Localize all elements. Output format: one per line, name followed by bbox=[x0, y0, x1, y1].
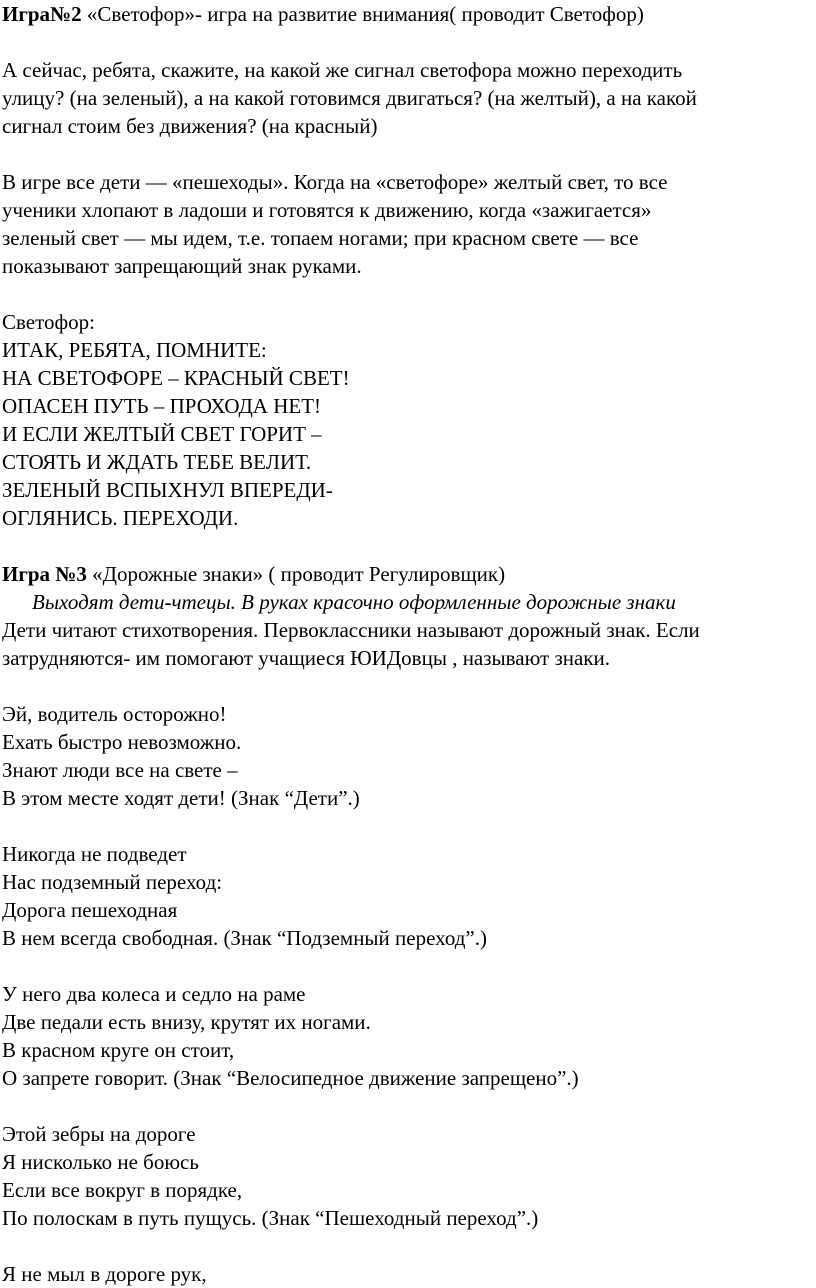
verse-line: О запрете говорит. (Знак “Велосипедное движение запрещено”.) bbox=[2, 1066, 579, 1090]
verse-underground-crossing bbox=[2, 840, 814, 952]
text-line: улицу? (на зеленый), а на какой готовимся двигаться? (на желтый), а на какой bbox=[2, 86, 697, 110]
spacer bbox=[2, 812, 814, 840]
game2-heading bbox=[2, 0, 814, 28]
game3-heading-title: «Дорожные знаки» ( проводит Регулировщик) bbox=[86, 562, 506, 586]
verse-line: Я не мыл в дороге рук, bbox=[2, 1262, 207, 1286]
verse-line: В красном круге он стоит, bbox=[2, 1038, 235, 1062]
game3-stage-direction: Выходят дети-чтецы. В руках красочно оформленные дорожные знаки bbox=[32, 590, 676, 614]
game2-heading-title: «Светофор»- игра на развитие внимания( проводит Светофор) bbox=[81, 2, 644, 26]
verse-first-aid bbox=[2, 1260, 814, 1288]
verse-line: У него два колеса и седло на раме bbox=[2, 982, 306, 1006]
game3-heading bbox=[2, 560, 814, 588]
spacer bbox=[2, 672, 814, 700]
verse-line: В этом месте ходят дети! (Знак “Дети”.) bbox=[2, 786, 360, 810]
text-line: зеленый свет — мы идем, т.е. топаем ногами; при красном свете — все bbox=[2, 226, 639, 250]
poem-line: НА СВЕТОФОРЕ – КРАСНЫЙ СВЕТ! bbox=[2, 366, 350, 390]
verse-no-bicycles bbox=[2, 980, 814, 1092]
poem-label: Светофор: bbox=[2, 310, 95, 334]
poem-line: ЗЕЛЕНЫЙ ВСПЫХНУЛ ВПЕРЕДИ- bbox=[2, 478, 333, 502]
game3-heading-number: Игра №3 bbox=[2, 562, 87, 586]
text-line: сигнал стоим без движения? (на красный) bbox=[2, 114, 378, 138]
verse-line: Ехать быстро невозможно. bbox=[2, 730, 242, 754]
verse-children-sign bbox=[2, 700, 814, 812]
spacer bbox=[2, 140, 814, 168]
poem-line: ОГЛЯНИСЬ. ПЕРЕХОДИ. bbox=[2, 506, 239, 530]
spacer bbox=[2, 1092, 814, 1120]
verse-line: Если все вокруг в порядке, bbox=[2, 1178, 243, 1202]
game3-intro-paragraph bbox=[2, 616, 814, 672]
text-line: показывают запрещающий знак руками. bbox=[2, 254, 362, 278]
verse-line: В нем всегда свободная. (Знак “Подземный переход”.) bbox=[2, 926, 487, 950]
verse-line: Две педали есть внизу, крутят их ногами. bbox=[2, 1010, 371, 1034]
verse-line: Эй, водитель осторожно! bbox=[2, 702, 227, 726]
text-line: В игре все дети — «пешеходы». Когда на «светофоре» желтый свет, то все bbox=[2, 170, 668, 194]
spacer bbox=[2, 532, 814, 560]
verse-line: Я нисколько не боюсь bbox=[2, 1150, 199, 1174]
document-page bbox=[2, 0, 814, 1288]
verse-line: Никогда не подведет bbox=[2, 842, 187, 866]
verse-line: Дорога пешеходная bbox=[2, 898, 178, 922]
poem-line: ОПАСЕН ПУТЬ – ПРОХОДА НЕТ! bbox=[2, 394, 322, 418]
game2-rules-paragraph bbox=[2, 168, 814, 280]
verse-line: Нас подземный переход: bbox=[2, 870, 223, 894]
spacer bbox=[2, 280, 814, 308]
spacer bbox=[2, 28, 814, 56]
verse-line: Этой зебры на дороге bbox=[2, 1122, 196, 1146]
verse-pedestrian-crossing bbox=[2, 1120, 814, 1232]
text-line: Дети читают стихотворения. Первоклассники называют дорожный знак. Если bbox=[2, 618, 700, 642]
poem-line: ИТАК, РЕБЯТА, ПОМНИТЕ: bbox=[2, 338, 267, 362]
poem-line: И ЕСЛИ ЖЕЛТЫЙ СВЕТ ГОРИТ – bbox=[2, 422, 322, 446]
poem-line: СТОЯТЬ И ЖДАТЬ ТЕБЕ ВЕЛИТ. bbox=[2, 450, 312, 474]
text-line: ученики хлопают в ладоши и готовятся к движению, когда «зажигается» bbox=[2, 198, 652, 222]
spacer bbox=[2, 952, 814, 980]
game2-heading-number: Игра№2 bbox=[2, 2, 82, 26]
traffic-light-poem bbox=[2, 308, 814, 532]
verse-line: По полоскам в путь пущусь. (Знак “Пешеходный переход”.) bbox=[2, 1206, 539, 1230]
spacer bbox=[2, 1232, 814, 1260]
text-line: затрудняются- им помогают учащиеся ЮИДовцы , называют знаки. bbox=[2, 646, 610, 670]
game2-question-paragraph bbox=[2, 56, 814, 140]
text-line: А сейчас, ребята, скажите, на какой же сигнал светофора можно переходить bbox=[2, 58, 683, 82]
verse-line: Знают люди все на свете – bbox=[2, 758, 238, 782]
